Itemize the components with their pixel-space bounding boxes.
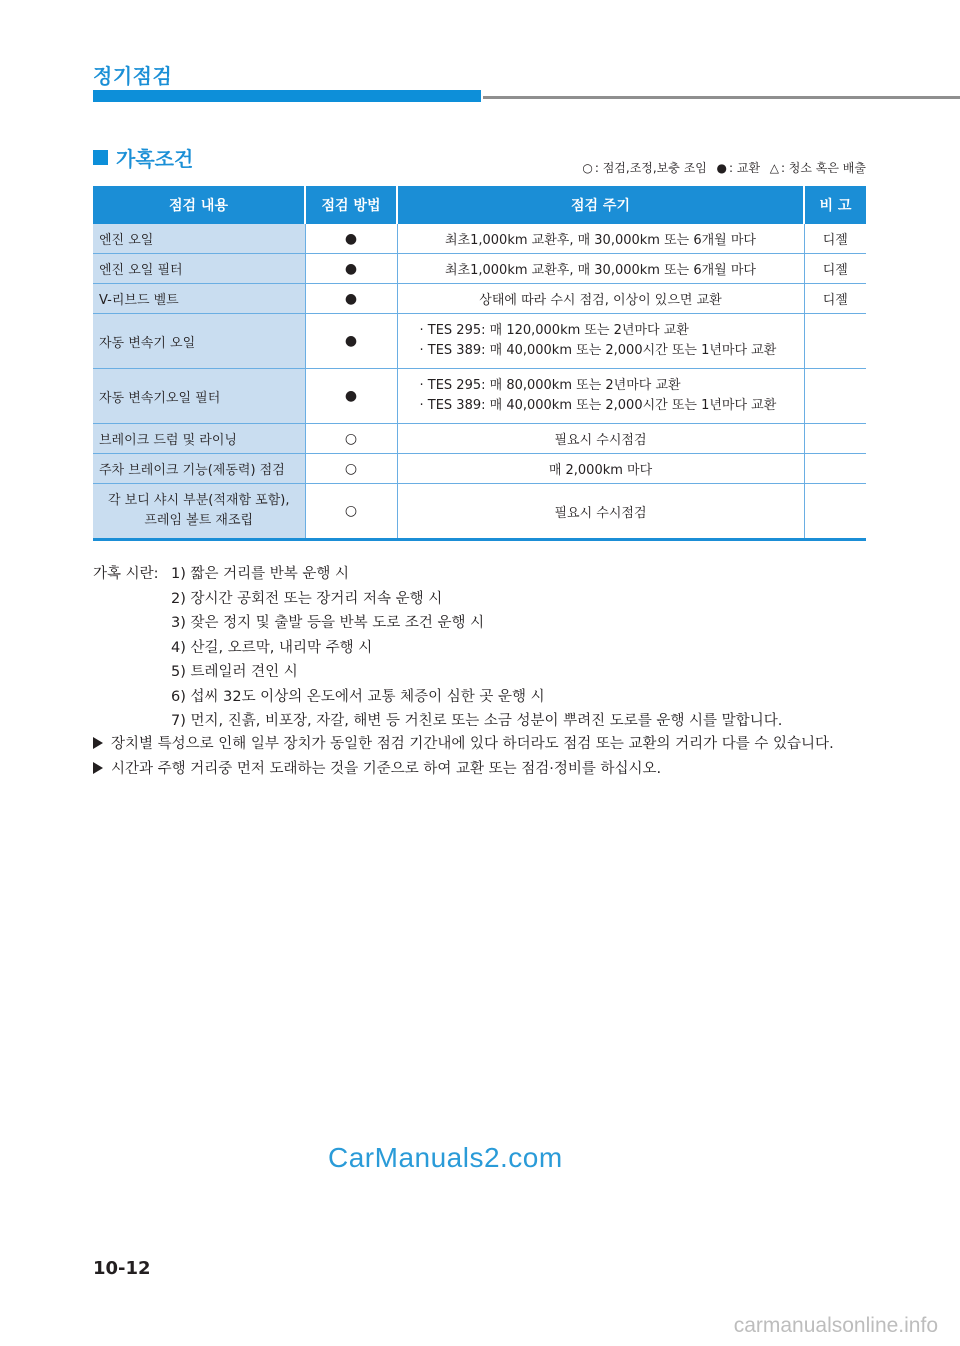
note-item [93,757,834,782]
cell-note [804,484,866,540]
open-circle-icon: ○ [305,424,397,454]
cell-item [93,484,305,540]
list-item: 5) 트레일러 견인 시 [171,664,298,680]
period-line: · TES 295: 매 80,000km 또는 2년마다 교환 [419,378,681,393]
notes [93,732,834,781]
cell-note: 디젤 [804,284,866,314]
item-line: 프레임 볼트 재조립 [144,513,254,528]
filled-circle-icon: ● [305,254,397,284]
list-item: 6) 섭씨 32도 이상의 온도에서 교통 체증이 심한 곳 운행 시 [171,688,545,705]
watermark: CarManuals2.com [328,1142,563,1173]
square-bullet-icon [93,150,108,165]
header-period: 점검 주기 [397,186,804,224]
cell-period: 필요시 수시점검 [397,484,804,540]
cell-item: 엔진 오일 필터 [93,254,305,284]
table-row [93,224,866,254]
list-item: 2) 장시간 공회전 또는 장거리 저속 운행 시 [171,590,443,607]
list-item: 3) 잦은 정지 및 출발 등을 반복 도로 조건 운행 시 [171,615,485,631]
severe-list [171,562,782,734]
chapter-title: 정기점검 [93,64,173,88]
maintenance-table [93,186,866,541]
note-text: 장치별 특성으로 인해 일부 장치가 동일한 점검 기간내에 있다 하더라도 점검 또는 교환의 거리가 다를 수 있습니다. [111,736,834,752]
cell-period: 최초1,000km 교환후, 매 30,000km 또는 6개월 마다 [397,224,804,254]
table-row [93,314,866,369]
triangle-right-icon [93,737,103,749]
cell-note [804,369,866,424]
table-row [93,424,866,454]
filled-circle-icon: ● [305,369,397,424]
open-circle-icon: ○ [582,161,593,175]
cell-period: 최초1,000km 교환후, 매 30,000km 또는 6개월 마다 [397,254,804,284]
cell-item: 브레이크 드럼 및 라이닝 [93,424,305,454]
period-line: · TES 389: 매 40,000km 또는 2,000시간 또는 1년마다 교환 [419,398,777,413]
cell-item: 엔진 오일 [93,224,305,254]
period-line: · TES 389: 매 40,000km 또는 2,000시간 또는 1년마다 교환 [419,343,777,358]
page-number: 10-12 [93,1258,151,1279]
cell-period: 필요시 수시점검 [397,424,804,454]
table-row [93,284,866,314]
period-line: · TES 295: 매 120,000km 또는 2년마다 교환 [419,323,689,338]
note-item [93,732,834,757]
symbol-legend [580,159,866,176]
note-text: 시간과 주행 거리중 먼저 도래하는 것을 기준으로 하여 교환 또는 점검·정비를 하십시오. [111,760,662,777]
cell-note [804,424,866,454]
table-row [93,254,866,284]
list-item: 7) 먼지, 진흙, 비포장, 자갈, 해변 등 거친로 또는 소금 성분이 뿌려진 도로를 운행 시를 말합니다. [171,713,783,729]
cell-item: 자동 변속기 오일 [93,314,305,369]
table-row [93,484,866,540]
item-line: 각 보디 샤시 부분(적재함 포함), [107,493,290,508]
cell-item: V-리브드 벨트 [93,284,305,314]
table-row [93,369,866,424]
header-method: 점검 방법 [305,186,397,224]
cell-period [397,314,804,369]
list-item: 1) 짧은 거리를 반복 운행 시 [171,566,349,582]
filled-circle-icon: ● [305,224,397,254]
triangle-right-icon [93,762,103,774]
cell-note [804,454,866,484]
table-row [93,454,866,484]
triangle-icon: △ [769,161,779,175]
header-rule-accent [93,90,481,102]
filled-circle-icon: ● [305,314,397,369]
filled-circle-icon: ● [716,161,728,175]
legend-clean-text: : 청소 혹은 배출 [780,161,866,175]
header-note: 비 고 [804,186,866,224]
list-item: 4) 산길, 오르막, 내리막 주행 시 [171,639,373,656]
section-title: 가혹조건 [116,147,194,171]
severe-label: 가혹 시란: [93,566,159,582]
cell-item: 자동 변속기오일 필터 [93,369,305,424]
cell-period: 매 2,000km 마다 [397,454,804,484]
open-circle-icon: ○ [305,454,397,484]
cell-item: 주차 브레이크 기능(제동력) 점검 [93,454,305,484]
cell-period [397,369,804,424]
cell-note: 디젤 [804,254,866,284]
open-circle-icon: ○ [305,484,397,540]
cell-period: 상태에 따라 수시 점검, 이상이 있으면 교환 [397,284,804,314]
legend-check-text: : 점검,조정,보충 조임 [594,161,707,175]
section-heading [93,143,193,172]
header-item: 점검 내용 [93,186,305,224]
cell-note [804,314,866,369]
filled-circle-icon: ● [305,284,397,314]
site-watermark: carmanualsonline.info [733,1314,938,1337]
legend-replace-text: : 교환 [729,161,761,175]
cell-note: 디젤 [804,224,866,254]
header-rule [483,96,960,99]
table-header-row [93,186,866,224]
